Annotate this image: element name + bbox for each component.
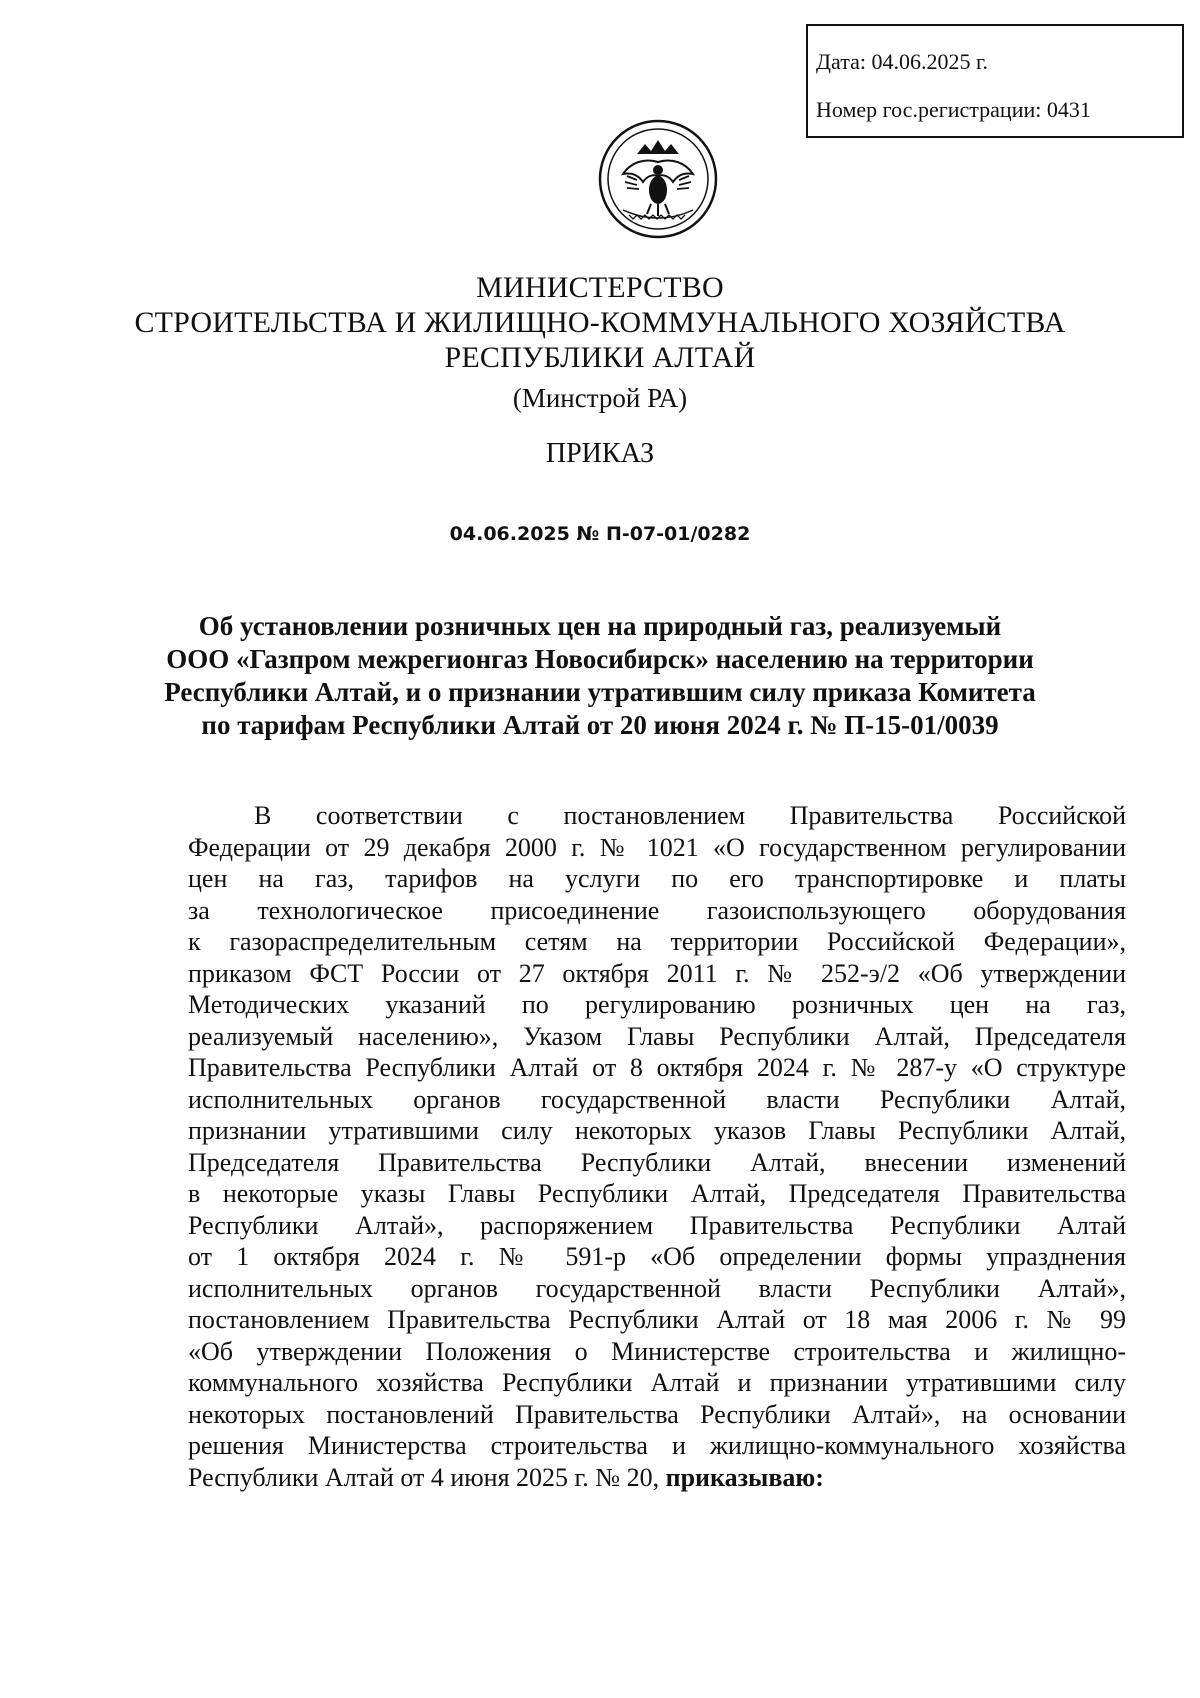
body-line: постановлением Правительства Республики Алтай от 18 мая 2006 г. № 99: [188, 1305, 1126, 1334]
body-line: некоторых постановлений Правительства Республики Алтай», на основании: [188, 1399, 1126, 1429]
body-line: приказом ФСТ России от 27 октября 2011 г. № 252-э/2 «Об утверждении: [188, 958, 1126, 988]
document-title: [0, 610, 1200, 742]
document-type: ПРИКАЗ: [545, 438, 655, 469]
registration-date-label: Дата:: [816, 49, 866, 74]
body-line: коммунального хозяйства Республики Алтай и признании утратившими силу: [188, 1368, 1126, 1397]
body-line: Федерации от 29 декабря 2000 г. № 1021 «О государственном регулировании: [188, 832, 1126, 862]
registration-number-label: Номер гос.регистрации:: [816, 97, 1042, 122]
body-line-final: [188, 1462, 1126, 1494]
coat-of-arms-emblem-icon: [597, 118, 719, 240]
body-line: Председателя Правительства Республики Алтай, внесении изменений: [188, 1147, 1126, 1177]
body-line: решения Министерства строительства и жилищно-коммунального хозяйства: [188, 1431, 1126, 1460]
body-closing-word: приказываю:: [665, 1462, 824, 1492]
body-line: Республики Алтай», распоряжением Правительства Республики Алтай: [188, 1210, 1126, 1240]
body-line: исполнительных органов государственной власти Республики Алтай»,: [188, 1273, 1126, 1303]
body-line: в некоторые указы Главы Республики Алтай, Председателя Правительства: [188, 1179, 1126, 1208]
registration-number: [816, 96, 1091, 124]
title-line: Об установлении розничных цен на природный газ, реализуемый: [198, 611, 1002, 641]
body-line: от 1 октября 2024 г. № 591-р «Об определении формы упразднения: [188, 1242, 1126, 1271]
body-line: «Об утверждении Положения о Министерстве строительства и жилищно-: [188, 1336, 1126, 1366]
document-number: 04.06.2025 № П-07-01/0282: [449, 523, 751, 545]
registration-stamp: [806, 24, 1184, 138]
ministry-name: [0, 270, 1200, 375]
title-line: по тарифам Республики Алтай от 20 июня 2024 г. № П-15-01/0039: [201, 710, 999, 740]
ministry-name-line: МИНИСТЕРСТВО: [476, 271, 724, 304]
body-line: реализуемый населению», Указом Главы Республики Алтай, Председателя: [188, 1021, 1126, 1051]
body-line: Республики Алтай от 4 июня 2025 г. № 20,: [188, 1462, 660, 1492]
registration-date: [816, 48, 988, 76]
ministry-name-line: СТРОИТЕЛЬСТВА И ЖИЛИЩНО-КОММУНАЛЬНОГО ХОЗЯЙСТВА: [134, 306, 1066, 339]
body-line: за технологическое присоединение газоиспользующего оборудования: [188, 895, 1126, 925]
body-line: признании утратившими силу некоторых указов Главы Республики Алтай,: [188, 1116, 1126, 1145]
body-line: Правительства Республики Алтай от 8 октября 2024 г. № 287-у «О структуре: [188, 1053, 1126, 1082]
ministry-short-name: (Минстрой РА): [512, 383, 688, 413]
title-line: Республики Алтай, и о признании утратившим силу приказа Комитета: [164, 677, 1036, 707]
document-body: [188, 800, 1126, 1493]
ministry-name-line: РЕСПУБЛИКИ АЛТАЙ: [444, 341, 756, 374]
registration-number-value: 0431: [1046, 97, 1091, 122]
registration-date-value: 04.06.2025 г.: [871, 49, 989, 74]
body-line: В соответствии с постановлением Правительства Российской: [254, 801, 1126, 830]
body-line: Методических указаний по регулированию розничных цен на газ,: [188, 990, 1126, 1019]
title-line: ООО «Газпром межрегионгаз Новосибирск» населению на территории: [166, 644, 1034, 674]
body-line: исполнительных органов государственной власти Республики Алтай,: [188, 1084, 1126, 1114]
body-line: цен на газ, тарифов на услуги по его транспортировке и платы: [188, 864, 1126, 893]
body-line: к газораспределительным сетям на территории Российской Федерации»,: [188, 927, 1126, 956]
